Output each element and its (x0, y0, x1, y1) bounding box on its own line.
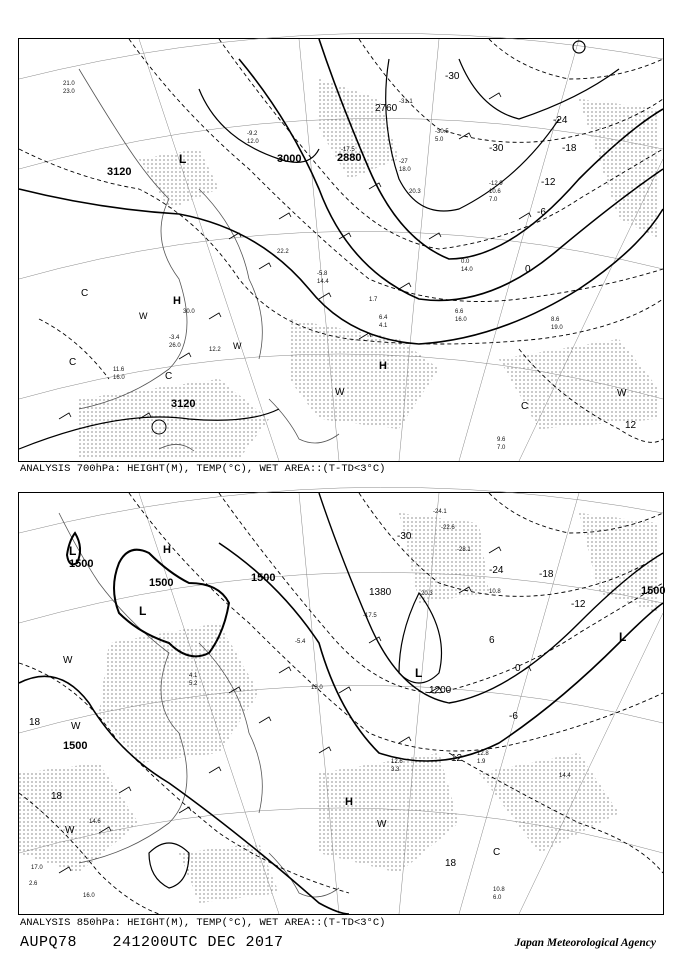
cold-center: C (69, 357, 77, 368)
station-value: 4.1 (379, 323, 388, 329)
contour-label: -18 (539, 569, 554, 580)
station-value: -5.4 (295, 639, 306, 645)
valid-datetime: 241200UTC DEC 2017 (112, 934, 284, 951)
contour-label: -6 (537, 207, 546, 218)
contour-label: 0 (525, 264, 531, 275)
station-value: -22.6 (441, 525, 455, 531)
low-center: L (69, 544, 77, 558)
station-value: 26.0 (169, 343, 181, 349)
contour-label: 1500 (149, 577, 174, 589)
panel-caption: ANALYSIS 700hPa: HEIGHT(M), TEMP(°C), WET AREA::(T-TD<3°C) (20, 463, 386, 475)
ring-marker (573, 41, 585, 53)
warm-center: W (617, 388, 627, 399)
station-value: 16.0 (83, 893, 95, 899)
station-value: 23.0 (63, 89, 75, 95)
station-value: -31.1 (399, 99, 413, 105)
station-value: 14.4 (317, 279, 329, 285)
map-850hpa (18, 492, 664, 915)
station-value: 12.2 (209, 347, 221, 353)
contour-label: 6 (489, 635, 495, 646)
station-value: 12.6 (391, 759, 403, 765)
agency-credit: Japan Meteorological Agency (514, 937, 656, 949)
station-value: 6.4 (379, 315, 388, 321)
station-value: -20.3 (419, 591, 433, 597)
station-value: 1.9 (477, 759, 486, 765)
station-value: 19.0 (551, 325, 563, 331)
contour-label: 2760 (375, 103, 398, 114)
station-value: 6.6 (455, 309, 464, 315)
high-center: H (173, 295, 181, 307)
warm-center: W (63, 655, 73, 666)
station-value: 10.8 (493, 887, 505, 893)
contour-label: 1500 (63, 740, 88, 752)
panel-caption: ANALYSIS 850hPa: HEIGHT(M), TEMP(°C), WET AREA::(T-TD<3°C) (20, 917, 386, 929)
contour-label: 3120 (171, 398, 196, 410)
product-id: AUPQ78 (20, 934, 78, 951)
warm-center: W (139, 311, 148, 321)
warm-center: W (233, 341, 242, 351)
low-center: L (179, 152, 187, 166)
map-700hpa (18, 38, 664, 462)
station-value: -12.9 (489, 181, 503, 187)
station-value: -28.1 (457, 547, 471, 553)
station-value: 11.6 (113, 367, 125, 373)
chart-identifier (20, 934, 310, 951)
station-value: -27 (399, 159, 408, 165)
contour-label: 12 (625, 420, 637, 431)
contour-label: 18 (51, 791, 63, 802)
station-value: 9.6 (497, 437, 506, 443)
contour-label: 3120 (107, 166, 132, 178)
station-value: 14.0 (461, 267, 473, 273)
low-center: L (139, 604, 147, 618)
station-value: 14.6 (89, 819, 101, 825)
station-value: -30.5 (435, 129, 449, 135)
station-value: 20.3 (409, 189, 421, 195)
wet-area-shading (19, 513, 659, 903)
cold-center: C (521, 401, 529, 412)
contour-label: 1380 (369, 587, 392, 598)
station-value: 12.0 (247, 139, 259, 145)
contour-label: -30 (489, 143, 504, 154)
station-value: 10.8 (489, 589, 501, 595)
station-value: 2.6 (29, 881, 38, 887)
contour-label: 18 (29, 717, 41, 728)
station-value: 6.0 (493, 895, 502, 901)
low-center: L (415, 666, 423, 680)
contour-label: 18 (445, 858, 457, 869)
station-value: 16.0 (113, 375, 125, 381)
station-value: 5.2 (189, 681, 198, 687)
station-value: 5.0 (435, 137, 444, 143)
station-value: 12.8 (477, 751, 489, 757)
station-value: -3.4 (169, 335, 180, 341)
contour-label: -24 (489, 565, 504, 576)
low-center: L (619, 630, 627, 644)
station-value: 8.6 (551, 317, 560, 323)
station-value: 17.0 (31, 865, 43, 871)
contour-label: 1500 (69, 558, 94, 570)
station-value: 7.0 (497, 445, 506, 451)
station-value: 3.3 (391, 767, 400, 773)
station-value: -17.5 (363, 613, 377, 619)
station-value: 30.0 (183, 309, 195, 315)
warm-center: W (71, 721, 81, 732)
station-value: 22.2 (277, 249, 289, 255)
cold-center: C (165, 371, 173, 382)
contour-label: -30 (397, 531, 412, 542)
warm-center: W (65, 825, 75, 836)
station-value: -17.5 (341, 147, 355, 153)
station-value: -5.8 (317, 271, 328, 277)
map-700hpa-chart (19, 39, 663, 461)
station-value: 21.0 (63, 81, 75, 87)
station-value: 14.4 (559, 773, 571, 779)
contour-label: -18 (562, 143, 577, 154)
contour-label: -24 (553, 115, 568, 126)
contour-label: -6 (509, 711, 518, 722)
high-center: H (379, 360, 387, 372)
high-center: H (345, 796, 353, 808)
station-value: 13.0 (311, 685, 323, 691)
contour-label: 1200 (429, 685, 452, 696)
contour-label: 1500 (641, 585, 666, 597)
contour-label: -12 (571, 599, 586, 610)
station-value: 1.7 (369, 297, 378, 303)
cold-center: C (493, 847, 501, 858)
station-value: 0.0 (461, 259, 470, 265)
contour-label: 1500 (251, 572, 276, 584)
cold-center: C (81, 288, 89, 299)
contour-label: 2880 (337, 152, 362, 164)
warm-center: W (377, 819, 387, 830)
high-center: H (163, 544, 171, 556)
map-850hpa-chart (19, 493, 666, 914)
contour-label: 3000 (277, 153, 302, 165)
contour-label: 0 (515, 663, 521, 674)
station-value: 4.1 (189, 673, 198, 679)
warm-center: W (335, 387, 345, 398)
contour-label: -12 (541, 177, 556, 188)
contour-label: -30 (445, 71, 460, 82)
station-value: -24.1 (433, 509, 447, 515)
station-value: 16.0 (455, 317, 467, 323)
station-value: 10.6 (489, 189, 501, 195)
station-value: -9.2 (247, 131, 258, 137)
station-value: 7.0 (489, 197, 498, 203)
contour-label: 12 (451, 753, 463, 764)
station-value: 18.0 (399, 167, 411, 173)
